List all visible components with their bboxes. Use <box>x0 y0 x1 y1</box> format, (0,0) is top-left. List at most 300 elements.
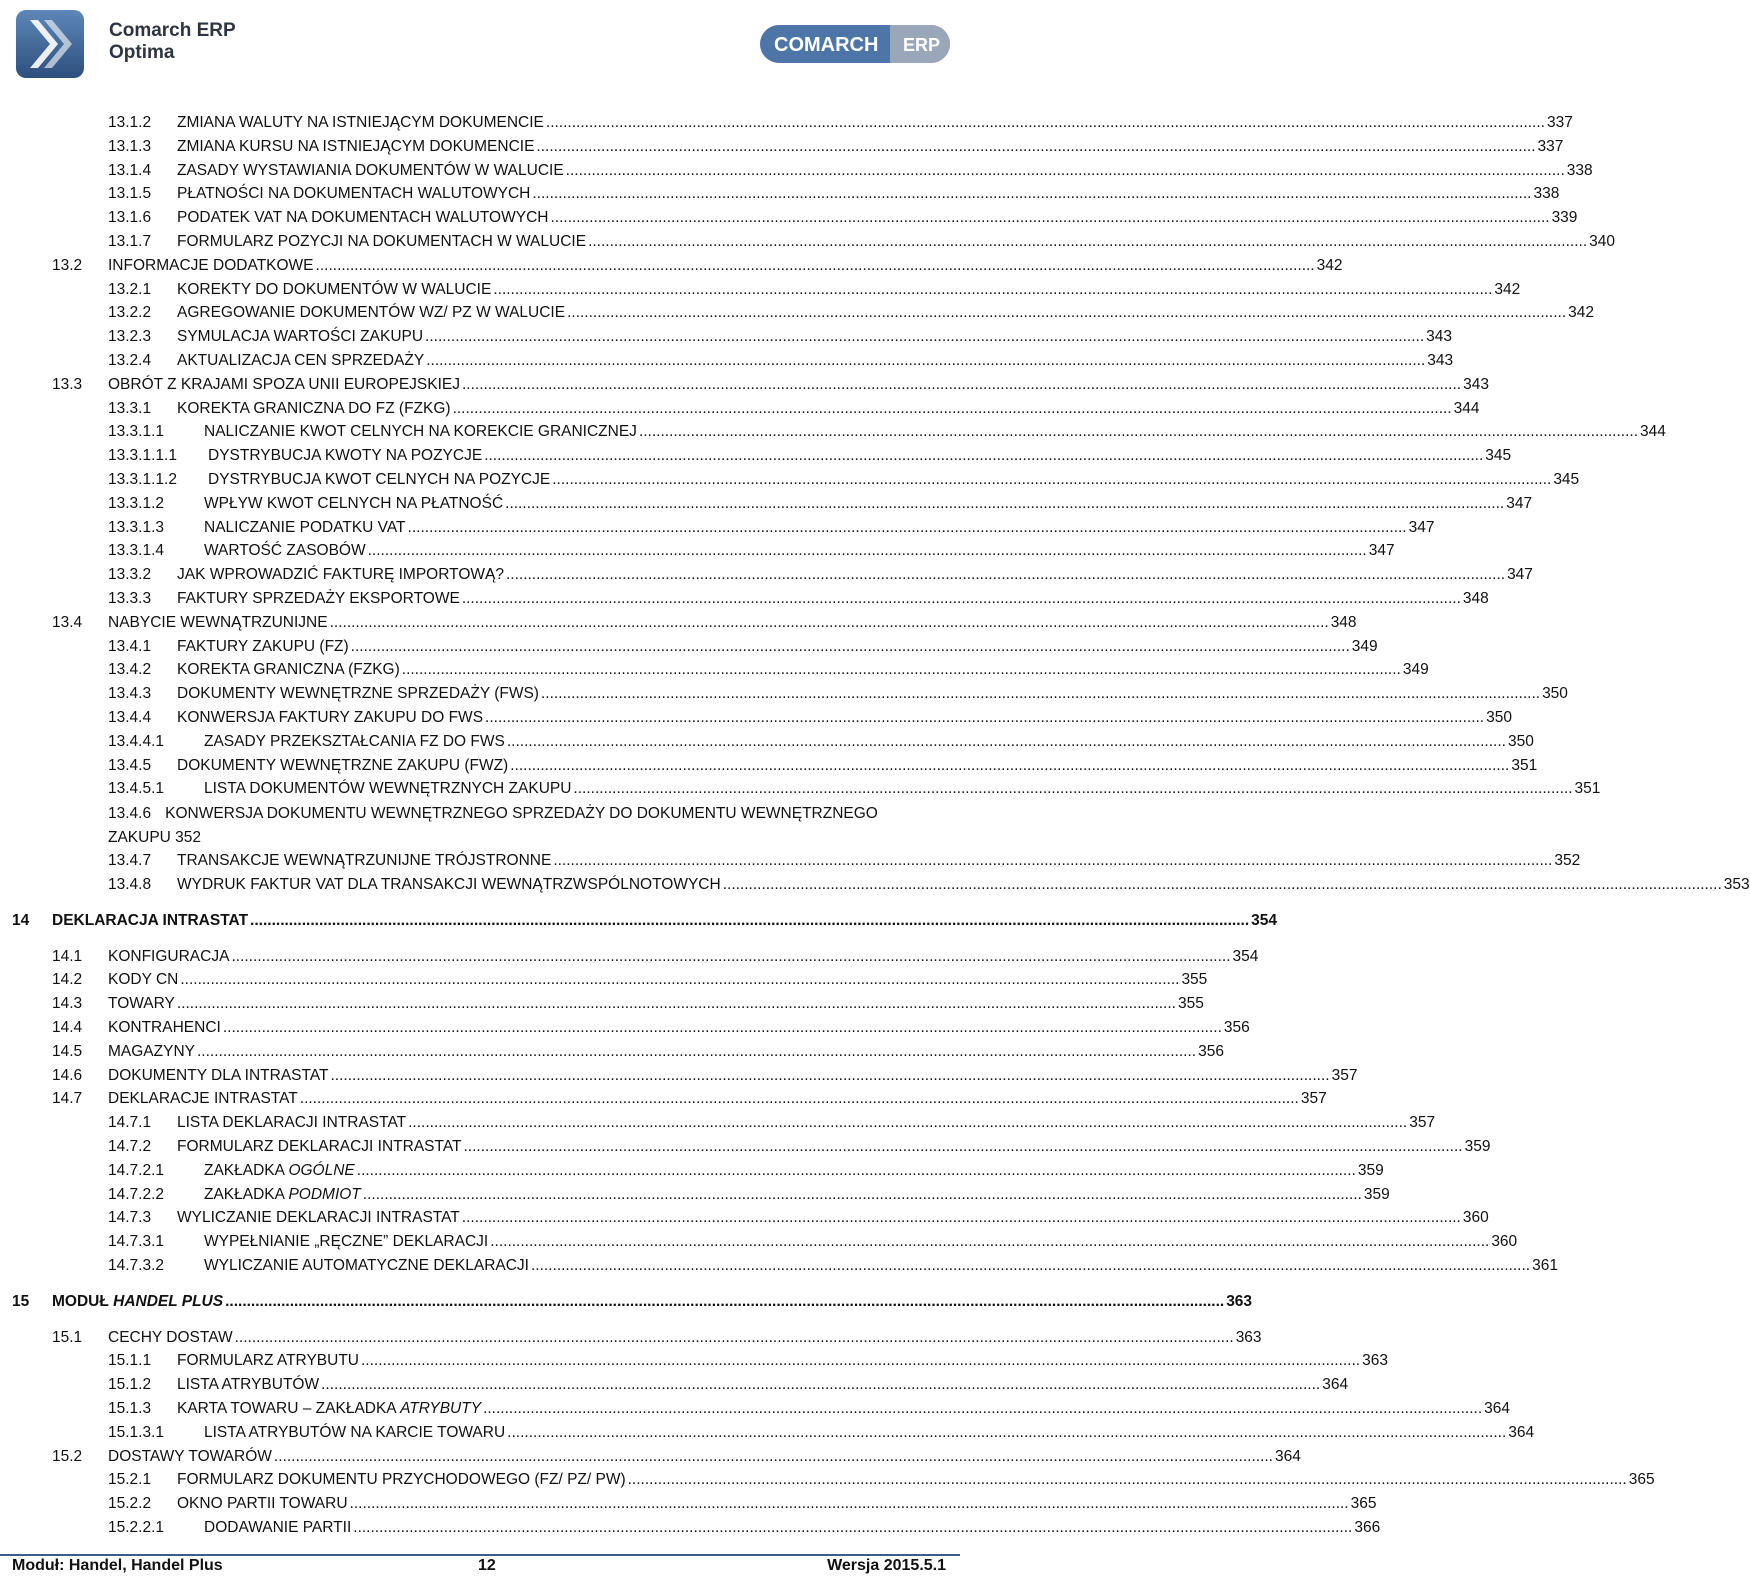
toc-entry-title <box>204 495 503 513</box>
toc-entry-title-text: DEKLARACJA INTRASTAT <box>52 911 249 929</box>
toc-page-number: 359 <box>1464 1138 1491 1155</box>
toc-page-number: 353 <box>1723 876 1750 893</box>
toc-entry-title-text: KOREKTA GRANICZNA (FZKG) <box>177 661 400 679</box>
toc-leader-dots <box>426 352 1425 370</box>
toc-entry[interactable] <box>108 1114 1436 1136</box>
toc-entry-number: 15.2.2.1 <box>108 1519 165 1536</box>
toc-page-number: 357 <box>1331 1066 1358 1084</box>
toc-entry[interactable] <box>108 1233 1518 1255</box>
toc-entry-title-text: WPŁYW KWOT CELNYCH NA PŁATNOŚĆ <box>204 494 504 512</box>
toc-entry-number: 15.1.3 <box>108 1400 152 1417</box>
toc-entry-title-text: OBRÓT Z KRAJAMI SPOZA UNII EUROPEJSKIEJ <box>108 375 460 393</box>
toc-entry-number: 13.4.1 <box>108 637 152 655</box>
toc-entry-title-text: FORMULARZ ATRYBUTU <box>177 1352 359 1370</box>
toc-entry-title-text: FORMULARZ DOKUMENTU PRZYCHODOWEGO (FZ/ PZ/ PW) <box>177 1471 626 1489</box>
toc-entry-number: 15.1.2 <box>108 1376 152 1394</box>
toc-entry-title <box>177 114 544 132</box>
toc-entry[interactable] <box>108 209 1578 231</box>
footer-module: Moduł: Handel, Handel Plus <box>12 1557 223 1574</box>
toc-entry-number: 15.1 <box>52 1328 83 1346</box>
toc-leader-dots <box>553 852 1552 870</box>
toc-entry[interactable] <box>108 1257 1558 1279</box>
toc-leader-dots <box>453 400 1452 418</box>
toc-entry-title-text: LISTA ATRYBUTÓW NA KARCIE TOWARU <box>204 1423 506 1441</box>
toc-entry-number: 13.3.1 <box>108 399 152 417</box>
toc-leader-dots <box>536 138 1535 156</box>
toc-entry[interactable] <box>108 1495 1377 1517</box>
page-footer <box>0 1557 960 1581</box>
toc-page-number: 348 <box>1462 590 1489 607</box>
toc-entry[interactable] <box>108 304 1595 326</box>
toc-entry-title-text: INFORMACJE DODATKOWE <box>108 256 314 274</box>
toc-entry-number: 13.3.1.1.2 <box>108 471 177 488</box>
toc-entry-number: 14.7.3 <box>108 1209 152 1227</box>
toc-page-number: 340 <box>1589 233 1616 250</box>
toc-entry[interactable] <box>108 876 1750 898</box>
brand-name <box>109 20 236 64</box>
toc-entry[interactable] <box>52 1019 1250 1041</box>
toc-page-number: 344 <box>1453 399 1480 417</box>
toc-entry-number: 14.2 <box>52 971 83 989</box>
toc-entry-title-text: FORMULARZ POZYCJI NA DOKUMENTACH W WALUCIE <box>177 233 587 250</box>
toc-entry-title-text: CECHY DOSTAW <box>108 1328 233 1346</box>
toc-entry-title-text: DYSTRYBUCJA KWOTY NA POZYCJE <box>208 447 483 465</box>
toc-entry-title-text: PŁATNOŚCI NA DOKUMENTACH WALUTOWYCH <box>177 185 531 203</box>
toc-entry-wrapped[interactable] <box>108 802 922 850</box>
toc-entry-title-text: WYPEŁNIANIE „RĘCZNE” DEKLARACJI <box>204 1233 489 1251</box>
toc-leader-dots <box>573 780 1572 798</box>
toc-page-number: 363 <box>1362 1352 1388 1370</box>
toc-entry-title <box>108 1043 195 1061</box>
toc-entry-title-text: AGREGOWANIE DOKUMENTÓW WZ/ PZ W WALUCIE <box>177 304 566 322</box>
toc-leader-dots <box>408 519 1407 537</box>
toc-entry-title <box>208 447 482 465</box>
page-header <box>0 0 960 100</box>
toc-chapter-entry[interactable] <box>12 1292 1253 1315</box>
toc-page-number: 342 <box>1494 280 1521 298</box>
toc-entry-number: 14.7.3.2 <box>108 1257 165 1274</box>
toc-entry-title <box>204 542 366 560</box>
toc-page-number: 347 <box>1368 542 1395 560</box>
toc-leader-dots <box>462 590 1461 608</box>
toc-entry[interactable] <box>108 1352 1388 1374</box>
toc-entry[interactable] <box>108 399 1480 422</box>
toc-leader-dots <box>507 1424 1506 1442</box>
toc-leader-dots <box>463 1138 1462 1156</box>
toc-entry-title <box>108 1448 272 1466</box>
toc-leader-dots <box>505 495 1504 513</box>
toc-entry[interactable] <box>108 542 1395 564</box>
toc-entry-title-text: ZMIANA KURSU NA ISTNIEJĄCYM DOKUMENCIE <box>177 137 535 155</box>
toc-entry[interactable] <box>52 995 1204 1017</box>
toc-entry-number: 13.4.5.1 <box>108 780 165 798</box>
toc-entry-title-italic: HANDEL PLUS <box>113 1292 224 1310</box>
toc-entry-title <box>177 1352 359 1370</box>
toc-entry-title-text: ZASADY WYSTAWIANIA DOKUMENTÓW W WALUCIE <box>177 161 564 179</box>
toc-entry-title-text: MODUŁ <box>52 1292 114 1310</box>
toc-leader-dots <box>197 1043 1196 1061</box>
toc-entry-number: 13.3.3 <box>108 590 152 607</box>
toc-entry-title <box>108 1090 298 1108</box>
toc-entry-number: 14.1 <box>52 947 83 965</box>
toc-leader-dots <box>330 614 1329 632</box>
toc-page-number: 343 <box>1426 328 1453 346</box>
toc-entry-title <box>108 376 460 394</box>
toc-page-number: 366 <box>1354 1519 1381 1536</box>
toc-entry-title <box>108 614 328 632</box>
toc-entry-title <box>177 1114 406 1132</box>
toc-entry-title <box>204 780 571 798</box>
toc-page-number: 342 <box>1568 304 1595 322</box>
toc-entry[interactable] <box>108 852 1581 874</box>
toc-entry-title-text: LISTA DOKUMENTÓW WEWNĘTRZNYCH ZAKUPU <box>204 780 572 798</box>
toc-entry-title-text: FORMULARZ DEKLARACJI INTRASTAT <box>177 1138 462 1155</box>
toc-entry[interactable] <box>108 1209 1489 1231</box>
toc-page-number: 357 <box>1409 1114 1436 1132</box>
toc-page-number: 364 <box>1484 1400 1511 1417</box>
toc-entry[interactable] <box>108 709 1512 731</box>
toc-page-number: 349 <box>1351 637 1378 655</box>
toc-entry-title <box>208 471 550 489</box>
toc-entry[interactable] <box>108 1185 1390 1208</box>
toc-entry-title-text: ZMIANA WALUTY NA ISTNIEJĄCYM DOKUMENCIE <box>177 114 544 131</box>
toc-leader-dots <box>425 328 1424 346</box>
toc-entry[interactable] <box>108 1471 1655 1493</box>
toc-leader-dots <box>490 1233 1489 1251</box>
toc-entry-number: 13.4.4 <box>108 709 152 726</box>
toc-entry[interactable] <box>108 1423 1535 1446</box>
toc-entry-title <box>177 1138 461 1156</box>
toc-page-number: 339 <box>1551 209 1578 227</box>
toc-entry-title <box>177 233 586 251</box>
toc-page-number: 356 <box>1223 1019 1250 1036</box>
toc-leader-dots <box>723 876 1722 894</box>
toc-entry-title-continued: ZAKUPU 352 <box>108 829 202 847</box>
toc-entry-title <box>52 912 248 930</box>
toc-entry-number: 14.7.2.1 <box>108 1161 165 1179</box>
toc-page-number: 364 <box>1508 1423 1535 1441</box>
comarch-erp-logo-icon <box>760 25 950 63</box>
toc-entry-number: 13.3.1.1 <box>108 423 165 441</box>
toc-entry[interactable] <box>52 1090 1327 1112</box>
toc-entry[interactable] <box>108 114 1573 136</box>
toc-page-number: 354 <box>1251 911 1278 929</box>
toc-entry-title <box>177 1209 460 1227</box>
toc-chapter-entry[interactable] <box>12 911 1278 934</box>
toc-page-number: 363 <box>1235 1328 1262 1346</box>
toc-page-number: 338 <box>1566 161 1593 179</box>
toc-entry-title <box>177 138 534 156</box>
toc-entry-title-text: NALICZANIE PODATKU VAT <box>204 518 406 536</box>
toc-page-number: 337 <box>1546 114 1573 131</box>
toc-leader-dots <box>531 1257 1530 1275</box>
toc-entry[interactable] <box>108 732 1534 755</box>
toc-page-number: 347 <box>1506 494 1533 512</box>
toc-entry-title <box>108 257 314 275</box>
toc-page-number: 342 <box>1316 256 1343 274</box>
toc-leader-dots <box>180 971 1179 989</box>
toc-entry[interactable] <box>108 185 1560 207</box>
toc-leader-dots <box>485 709 1484 727</box>
toc-page-number: 345 <box>1553 471 1580 488</box>
toc-entry-number: 13.4.4.1 <box>108 732 165 750</box>
toc-entry-number: 15 <box>12 1292 30 1310</box>
toc-entry[interactable] <box>108 685 1568 707</box>
toc-entry-title: KONWERSJA DOKUMENTU WEWNĘTRZNEGO SPRZEDAŻY DO DOKUMENTU WEWNĘTRZNEGO <box>165 805 878 823</box>
toc-entry[interactable] <box>108 637 1378 660</box>
toc-page-number: 347 <box>1408 518 1435 536</box>
brand-line-2: Optima <box>109 42 175 63</box>
toc-entry-number: 13.4.5 <box>108 756 152 774</box>
toc-leader-dots <box>177 995 1176 1013</box>
toc-page-number: 360 <box>1462 1209 1489 1227</box>
toc-entry-title <box>108 948 229 966</box>
toc-entry[interactable] <box>52 1042 1224 1065</box>
toc-entry-title <box>177 281 491 299</box>
toc-page-number: 347 <box>1507 566 1533 584</box>
toc-entry-title-italic: OGÓLNE <box>288 1161 355 1179</box>
toc-leader-dots <box>223 1019 1222 1037</box>
toc-entry-title <box>177 1471 626 1489</box>
toc-entry-number: 13.1.6 <box>108 209 152 227</box>
toc-leader-dots <box>357 1162 1356 1180</box>
toc-page-number: 351 <box>1511 756 1538 774</box>
toc-entry[interactable] <box>108 280 1521 303</box>
toc-entry[interactable] <box>52 613 1357 636</box>
toc-entry-title <box>204 1519 351 1537</box>
toc-entry-title <box>108 995 175 1013</box>
toc-entry-title-text: OKNO PARTII TOWARU <box>177 1495 348 1513</box>
toc-entry-title <box>177 709 483 727</box>
toc-entry[interactable] <box>52 947 1259 970</box>
toc-entry-title-text: FAKTURY ZAKUPU (FZ) <box>177 637 349 655</box>
toc-entry-title <box>108 1019 221 1037</box>
toc-leader-dots <box>506 566 1505 584</box>
toc-entry-number: 14.7.2 <box>108 1138 152 1155</box>
toc-entry-title <box>177 185 530 203</box>
toc-entry-number: 14.6 <box>52 1066 83 1084</box>
toc-entry-title-text: NALICZANIE KWOT CELNYCH NA KOREKCIE GRANICZNEJ <box>204 423 637 441</box>
toc-entry[interactable] <box>108 352 1454 374</box>
toc-entry[interactable] <box>52 1328 1262 1351</box>
toc-entry-number: 13.4.6 <box>108 805 152 823</box>
toc-leader-dots <box>350 1495 1349 1513</box>
toc-entry-number: 15.1.1 <box>108 1352 152 1370</box>
toc-page-number: 343 <box>1427 352 1454 369</box>
toc-leader-dots <box>363 1186 1362 1204</box>
toc-entry-title-text: WARTOŚĆ ZASOBÓW <box>204 542 366 560</box>
toc-entry-number: 13.4.2 <box>108 661 152 679</box>
toc-entry[interactable] <box>108 518 1435 541</box>
toc-entry[interactable] <box>108 590 1489 612</box>
toc-entry[interactable] <box>108 1161 1384 1184</box>
toc-entry-title <box>108 971 178 989</box>
page-number: 12 <box>478 1557 496 1574</box>
toc-entry-number: 15.2 <box>52 1447 83 1465</box>
toc-entry[interactable] <box>52 1447 1301 1470</box>
brand-line-1: Comarch ERP <box>109 20 236 41</box>
toc-leader-dots <box>493 281 1492 299</box>
toc-leader-dots <box>628 1471 1627 1489</box>
toc-entry-title <box>204 1186 361 1204</box>
toc-entry[interactable] <box>108 566 1533 588</box>
toc-entry[interactable] <box>52 375 1489 398</box>
toc-entry-number: 13.3 <box>52 375 83 393</box>
toc-entry[interactable] <box>52 1066 1358 1089</box>
toc-entry[interactable] <box>108 233 1616 255</box>
toc-entry-number: 13.1.3 <box>108 137 152 155</box>
toc-entry-title-text: JAK WPROWADZIĆ FAKTURĘ IMPORTOWĄ? <box>177 566 504 584</box>
toc-entry[interactable] <box>108 328 1453 350</box>
toc-entry-number: 13.2.2 <box>108 304 152 322</box>
toc-page-number: 365 <box>1628 1471 1655 1489</box>
toc-entry-number: 14.7.2.2 <box>108 1185 165 1203</box>
toc-entry[interactable] <box>108 471 1580 493</box>
toc-entry[interactable] <box>108 161 1593 184</box>
toc-entry-number: 13.2.4 <box>108 352 152 369</box>
toc-entry-title-text: ZASADY PRZEKSZTAŁCANIA FZ DO FWS <box>204 732 505 750</box>
toc-entry-title <box>204 423 637 441</box>
toc-entry[interactable] <box>108 1376 1349 1398</box>
toc-page-number: 359 <box>1363 1185 1390 1203</box>
toc-entry-title-text: KODY CN <box>108 971 179 989</box>
toc-entry-number: 13.4.7 <box>108 852 152 870</box>
toc-page-number: 352 <box>1554 852 1581 870</box>
toc-entry-number: 13.3.1.1.1 <box>108 447 177 465</box>
toc-page-number: 360 <box>1491 1233 1518 1251</box>
toc-entry-title <box>204 1162 355 1180</box>
toc-entry[interactable] <box>108 661 1429 683</box>
toc-leader-dots <box>483 1400 1482 1418</box>
toc-entry-title <box>177 566 504 584</box>
toc-entry[interactable] <box>108 780 1601 802</box>
toc-entry-title-text: MAGAZYNY <box>108 1042 195 1060</box>
toc-entry[interactable] <box>108 756 1538 779</box>
toc-page-number: 365 <box>1350 1495 1377 1513</box>
toc-leader-dots <box>353 1519 1352 1537</box>
toc-entry-title <box>177 685 539 703</box>
toc-entry[interactable] <box>108 1400 1511 1422</box>
toc-entry-title-text: DODAWANIE PARTII <box>204 1519 352 1536</box>
toc-entry-title <box>177 209 548 227</box>
toc-entry-number: 13.1.7 <box>108 233 152 250</box>
toc-entry-title-text: KONWERSJA FAKTURY ZAKUPU DO FWS <box>177 709 484 726</box>
toc-entry-title <box>204 519 406 537</box>
toc-leader-dots <box>231 948 1230 966</box>
toc-entry-title <box>204 1424 505 1442</box>
toc-entry[interactable] <box>108 447 1512 469</box>
toc-page-number: 337 <box>1537 137 1564 155</box>
toc-entry-title <box>177 162 564 180</box>
toc-entry-title-text: ZAKŁADKA <box>204 1185 289 1203</box>
toc-page-number: 349 <box>1402 661 1429 679</box>
toc-entry-title <box>177 1376 319 1394</box>
toc-entry-title <box>177 400 451 418</box>
toc-entry-number: 13.4.3 <box>108 685 152 703</box>
toc-leader-dots <box>361 1352 1360 1370</box>
toc-entry[interactable] <box>108 1519 1381 1541</box>
toc-entry-title-text: SYMULACJA WARTOŚCI ZAKUPU <box>177 328 424 346</box>
toc-entry-title-text: KONTRAHENCI <box>108 1019 221 1036</box>
toc-leader-dots <box>507 733 1506 751</box>
toc-entry-title-text: WYLICZANIE AUTOMATYCZNE DEKLARACJI <box>204 1257 529 1274</box>
toc-leader-dots <box>510 757 1509 775</box>
toc-entry-title-text: PODATEK VAT NA DOKUMENTACH WALUTOWYCH <box>177 209 549 227</box>
toc-entry-title-text: LISTA ATRYBUTÓW <box>177 1376 320 1394</box>
toc-entry-number: 15.2.2 <box>108 1495 152 1513</box>
logo-right-text-2: ERP <box>903 35 941 55</box>
toc-entry-number: 13.3.1.3 <box>108 518 165 536</box>
toc-entry-number: 13.4.8 <box>108 876 152 893</box>
toc-page-number: 361 <box>1532 1257 1558 1274</box>
toc-entry[interactable] <box>108 494 1533 517</box>
toc-leader-dots <box>639 423 1638 441</box>
toc-leader-dots <box>321 1376 1320 1394</box>
toc-entry[interactable] <box>108 137 1564 160</box>
toc-leader-dots <box>546 114 1545 132</box>
toc-entry[interactable] <box>108 1138 1491 1160</box>
toc-entry-title-text: AKTUALIZACJA CEN SPRZEDAŻY <box>177 352 425 369</box>
toc-page-number: 345 <box>1485 447 1512 465</box>
toc-entry-title-text: DOKUMENTY DLA INTRASTAT <box>108 1066 329 1084</box>
toc-entry-title <box>177 328 423 346</box>
toc-entry-title-text: DOKUMENTY WEWNĘTRZNE ZAKUPU (FWZ) <box>177 756 509 774</box>
toc-entry-title <box>177 590 460 608</box>
toc-page-number: 354 <box>1232 947 1259 965</box>
toc-leader-dots <box>250 912 1249 930</box>
toc-page-number: 338 <box>1533 185 1560 203</box>
toc-entry-title <box>177 757 508 775</box>
toc-entry-title <box>177 1400 481 1418</box>
toc-entry-title <box>177 638 349 656</box>
toc-leader-dots <box>225 1293 1224 1311</box>
toc-entry-title-italic: ATRYBUTY <box>400 1400 482 1417</box>
toc-leader-dots <box>566 162 1565 180</box>
toc-entry-title <box>177 304 565 322</box>
toc-leader-dots <box>541 685 1540 703</box>
toc-entry-number: 13.4 <box>52 613 83 631</box>
toc-entry-number: 13.3.1.4 <box>108 542 165 560</box>
toc-entry-title <box>177 661 400 679</box>
toc-entry-number: 13.1.5 <box>108 185 152 203</box>
toc-leader-dots <box>274 1448 1273 1466</box>
toc-page-number: 350 <box>1507 732 1534 750</box>
toc-entry-number: 14.5 <box>52 1042 83 1060</box>
toc-entry-number: 13.3.2 <box>108 566 152 584</box>
toc-entry[interactable] <box>52 256 1343 279</box>
toc-page-number: 363 <box>1226 1292 1253 1310</box>
toc-entry[interactable] <box>52 971 1208 993</box>
toc-entry[interactable] <box>108 423 1666 445</box>
toc-page-number: 356 <box>1198 1042 1224 1060</box>
toc-leader-dots <box>402 661 1401 679</box>
toc-entry-title-italic: PODMIOT <box>288 1185 361 1203</box>
toc-entry-title-text: KONFIGURACJA <box>108 947 230 965</box>
toc-leader-dots <box>552 471 1551 489</box>
toc-entry-number: 14 <box>12 911 30 929</box>
logo-right-text-1: COMARCH <box>774 34 879 56</box>
toc-entry-title-text: DOKUMENTY WEWNĘTRZNE SPRZEDAŻY (FWS) <box>177 685 539 703</box>
toc-entry-title-text: TRANSAKCJE WEWNĄTRZUNIJNE TRÓJSTRONNE <box>177 852 552 870</box>
toc-entry-title <box>52 1293 223 1311</box>
toc-entry-title-text: KARTA TOWARU – ZAKŁADKA <box>177 1400 401 1417</box>
toc-page-number: 348 <box>1330 613 1357 631</box>
toc-entry-title-text: DOSTAWY TOWARÓW <box>108 1447 272 1465</box>
toc-entry-title-text: WYDRUK FAKTUR VAT DLA TRANSAKCJI WEWNĄTRZWSPÓLNOTOWYCH <box>177 876 721 893</box>
toc-leader-dots <box>316 257 1315 275</box>
toc-leader-dots <box>351 638 1350 656</box>
toc-entry-title-text: LISTA DEKLARACJI INTRASTAT <box>177 1114 407 1132</box>
